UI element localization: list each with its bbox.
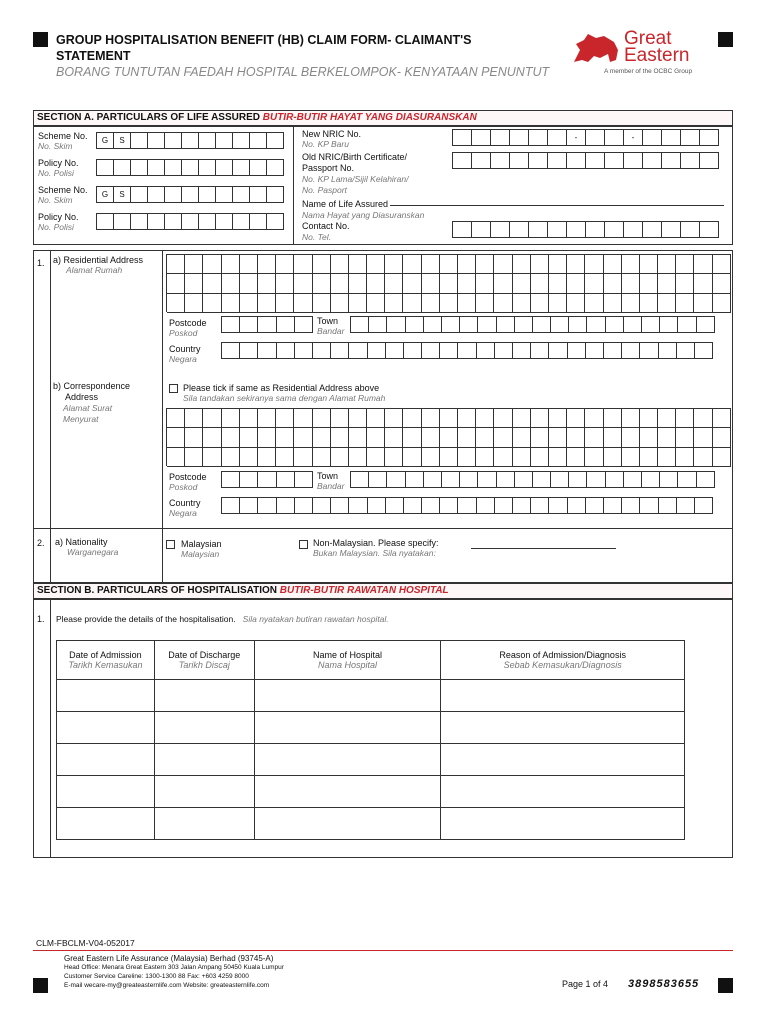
- corr-country-field[interactable]: [221, 497, 713, 514]
- table-row: [57, 712, 685, 744]
- correspondence-address-field[interactable]: [166, 408, 731, 466]
- table-cell[interactable]: [57, 680, 155, 712]
- table-cell[interactable]: [154, 776, 254, 808]
- table-cell[interactable]: [254, 776, 441, 808]
- section-b-num-divider: [50, 599, 51, 858]
- table-cell[interactable]: [254, 744, 441, 776]
- corr-country-label: Country Negara: [169, 498, 201, 518]
- policy-no-field-1[interactable]: [96, 159, 284, 176]
- table-cell[interactable]: [154, 744, 254, 776]
- table-cell[interactable]: [441, 712, 685, 744]
- section-a-divider: [293, 126, 294, 245]
- registration-mark-top-left: [33, 32, 48, 47]
- res-postcode-field[interactable]: [221, 316, 313, 333]
- table-row: [57, 808, 685, 840]
- footer-email: E-mail wecare-my@greateasternlife.com Website: greateasternlife.com: [64, 982, 270, 989]
- corr-town-field[interactable]: [350, 471, 715, 488]
- section-a-title-malay: BUTIR-BUTIR HAYAT YANG DIASURANSKAN: [262, 112, 477, 123]
- corr-town-label: Town Bandar: [317, 471, 345, 491]
- corr-postcode-field[interactable]: [221, 471, 313, 488]
- form-title: GROUP HOSPITALISATION BENEFIT (HB) CLAIM FORM- CLAIMANT'S STATEMENT: [56, 33, 472, 63]
- section-b-title: SECTION B. PARTICULARS OF HOSPITALISATION: [37, 585, 277, 596]
- section-a-header: [33, 110, 733, 126]
- name-field-line[interactable]: [390, 205, 724, 206]
- q1-number: 1.: [37, 258, 45, 268]
- table-cell[interactable]: [254, 712, 441, 744]
- same-as-residential-checkbox[interactable]: [169, 384, 178, 393]
- non-malaysian-checkbox[interactable]: [299, 540, 308, 549]
- nationality-label: a) Nationality Warganegara: [55, 537, 119, 557]
- table-cell[interactable]: [154, 808, 254, 840]
- table-row: [57, 744, 685, 776]
- footer-careline: Customer Service Careline: 1300-1300 88 Fax: +603 4259 8000: [64, 973, 249, 980]
- name-label: Name of Life Assured Nama Hayat yang Diasuranskan: [302, 199, 425, 220]
- table-cell[interactable]: [57, 712, 155, 744]
- table-cell[interactable]: [254, 680, 441, 712]
- old-nric-field[interactable]: [452, 152, 719, 169]
- table-cell[interactable]: [57, 808, 155, 840]
- table-row: [57, 776, 685, 808]
- scheme-no-label-1: Scheme No. No. Skim: [38, 131, 88, 151]
- section-a-title: SECTION A. PARTICULARS OF LIFE ASSURED: [37, 112, 260, 123]
- registration-mark-bottom-left: [33, 978, 48, 993]
- hospitalisation-table: [56, 640, 685, 840]
- form-title-malay: BORANG TUNTUTAN FAEDAH HOSPITAL BERKELOMPOK- KENYATAAN PENUNTUT: [56, 65, 550, 79]
- policy-no-label-1: Policy No. No. Polisi: [38, 158, 79, 178]
- old-nric-label: Old NRIC/Birth Certificate/ Passport No. No. KP Lama/Sijil Kelahiran/ No. Pasport: [302, 152, 409, 195]
- col-date-discharge: Date of Discharge Tarikh Discaj: [154, 641, 254, 680]
- barcode-number: 3898583655: [628, 978, 700, 990]
- scheme-no-label-2: Scheme No. No. Skim: [38, 185, 88, 205]
- great-eastern-logo: [570, 30, 700, 78]
- contact-field[interactable]: [452, 221, 719, 238]
- non-malaysian-label: Non-Malaysian. Please specify: Bukan Malaysian. Sila nyatakan:: [313, 538, 439, 558]
- same-as-residential-label: Please tick if same as Residential Address above Sila tandakan sekiranya sama dengan Alamat Rumah: [183, 383, 386, 403]
- lion-icon: [570, 32, 622, 68]
- table-cell[interactable]: [154, 712, 254, 744]
- table-cell[interactable]: [441, 776, 685, 808]
- res-town-field[interactable]: [350, 316, 715, 333]
- address-block-label-divider: [162, 250, 163, 529]
- page-number: Page 1 of 4: [562, 979, 609, 989]
- col-reason-diagnosis: Reason of Admission/Diagnosis Sebab Kemasukan/Diagnosis: [441, 641, 685, 680]
- logo-great: Great: [624, 28, 672, 49]
- malaysian-checkbox[interactable]: [166, 540, 175, 549]
- hospitalisation-table-header: [57, 641, 685, 680]
- corr-postcode-label: Postcode Poskod: [169, 472, 207, 492]
- nationality-label-divider: [162, 529, 163, 583]
- correspondence-address-label: b) Correspondence Address Alamat Surat Menyurat: [53, 381, 131, 424]
- logo-tagline: A member of the OCBC Group: [604, 68, 693, 75]
- q2-number: 2.: [37, 538, 45, 548]
- footer-company: Great Eastern Life Assurance (Malaysia) Berhad (93745-A): [64, 954, 274, 963]
- table-cell[interactable]: [57, 776, 155, 808]
- scheme-no-field-1[interactable]: G S: [96, 132, 284, 149]
- new-nric-label: New NRIC No. No. KP Baru: [302, 129, 362, 149]
- section-b-header: [33, 583, 733, 599]
- table-cell[interactable]: [154, 680, 254, 712]
- section-b-title-malay: BUTIR-BUTIR RAWATAN HOSPITAL: [279, 585, 449, 596]
- res-town-label: Town Bandar: [317, 316, 345, 336]
- section-b-instruction: Please provide the details of the hospitalisation. Sila nyatakan butiran rawatan hospital.: [56, 614, 389, 624]
- section-b-q1-number: 1.: [37, 614, 45, 624]
- registration-mark-bottom-right: [718, 978, 733, 993]
- table-cell[interactable]: [441, 808, 685, 840]
- residential-address-field[interactable]: [166, 254, 731, 312]
- res-postcode-label: Postcode Poskod: [169, 318, 207, 338]
- col-hospital-name: Name of Hospital Nama Hospital: [254, 641, 441, 680]
- contact-label: Contact No. No. Tel.: [302, 221, 350, 242]
- res-country-field[interactable]: [221, 342, 713, 359]
- table-cell[interactable]: [57, 744, 155, 776]
- policy-no-field-2[interactable]: [96, 213, 284, 230]
- registration-mark-top-right: [718, 32, 733, 47]
- non-malaysian-specify-line[interactable]: [471, 548, 616, 549]
- form-code: CLM-FBCLM-V04-052017: [36, 938, 135, 948]
- res-country-label: Country Negara: [169, 344, 201, 364]
- table-cell[interactable]: [441, 744, 685, 776]
- col-date-admission: Date of Admission Tarikh Kemasukan: [57, 641, 155, 680]
- scheme-no-field-2[interactable]: G S: [96, 186, 284, 203]
- new-nric-field[interactable]: - -: [452, 129, 719, 146]
- logo-eastern: Eastern: [624, 45, 690, 66]
- footer-head-office: Head Office: Menara Great Eastern 303 Jalan Ampang 50450 Kuala Lumpur: [64, 964, 284, 971]
- policy-no-label-2: Policy No. No. Polisi: [38, 212, 79, 232]
- table-cell[interactable]: [254, 808, 441, 840]
- table-row: [57, 680, 685, 712]
- footer-rule: [33, 950, 733, 951]
- residential-address-label: a) Residential Address Alamat Rumah: [53, 255, 144, 275]
- table-cell[interactable]: [441, 680, 685, 712]
- malaysian-label: Malaysian Malaysian: [181, 539, 222, 559]
